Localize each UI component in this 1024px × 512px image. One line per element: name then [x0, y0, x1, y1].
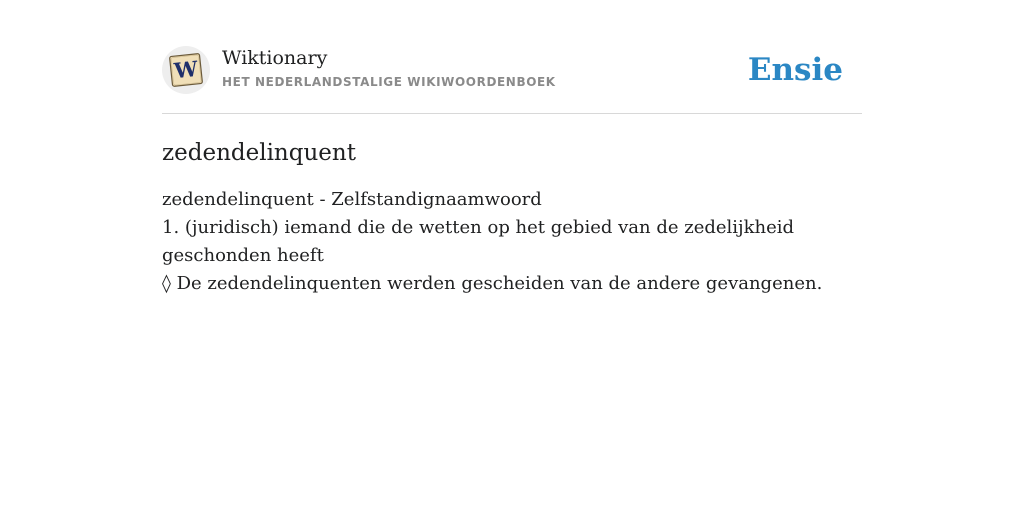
- site-subtitle: HET NEDERLANDSTALIGE WIKIWOORDENBOEK: [222, 75, 556, 89]
- site-header: [162, 44, 862, 114]
- ensie-brand-link[interactable]: Ensie: [747, 52, 843, 88]
- dictionary-entry: [162, 186, 862, 298]
- site-title[interactable]: Wiktionary: [222, 47, 328, 69]
- logo-letter: W: [172, 55, 199, 84]
- definition-text: 1. (juridisch) iemand die de wetten op het gebied van de zedelijkheid geschonden heeft: [162, 217, 795, 266]
- wiktionary-logo-tile: [168, 52, 204, 88]
- page-title: zedendelinquent: [162, 140, 356, 166]
- example-sentence: ◊ De zedendelinquenten werden gescheiden van de andere gevangenen.: [162, 273, 823, 294]
- wiktionary-logo-icon[interactable]: [162, 46, 210, 94]
- headword-line: zedendelinquent - Zelfstandignaamwoord: [162, 189, 542, 210]
- page-container: [162, 44, 862, 298]
